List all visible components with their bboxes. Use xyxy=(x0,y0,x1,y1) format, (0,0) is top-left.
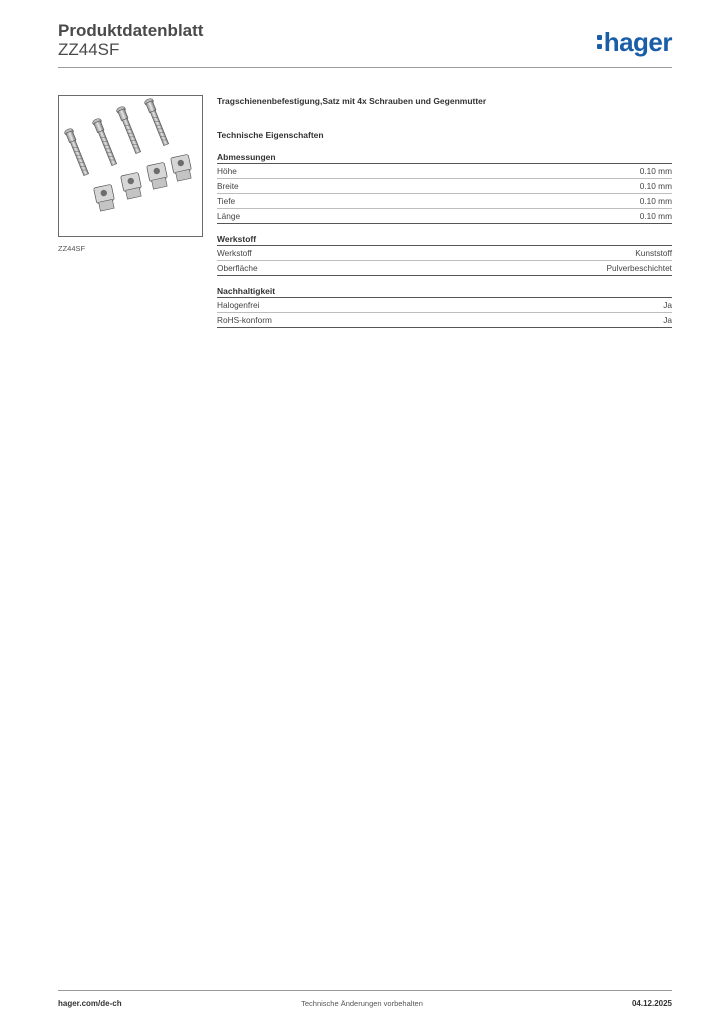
nut-icon xyxy=(94,154,194,211)
property-value: 0.10 mm xyxy=(639,196,672,206)
product-image xyxy=(58,95,203,237)
group-title: Werkstoff xyxy=(217,234,257,244)
group-title: Abmessungen xyxy=(217,152,276,162)
logo-text: hager xyxy=(603,27,672,57)
property-row xyxy=(217,194,672,209)
property-row xyxy=(217,298,672,313)
property-label: Werkstoff xyxy=(217,248,252,258)
group-sustainability xyxy=(217,286,672,328)
property-value: Pulverbeschichtet xyxy=(606,263,672,273)
group-material xyxy=(217,234,672,276)
footer-divider xyxy=(58,990,672,991)
property-row xyxy=(217,246,672,261)
footer-notice: Technische Änderungen vorbehalten xyxy=(301,999,423,1008)
property-label: Tiefe xyxy=(217,196,236,206)
property-row xyxy=(217,313,672,328)
section-heading: Technische Eigenschaften xyxy=(217,130,324,140)
hager-logo xyxy=(597,28,672,56)
footer-website-link[interactable]: hager.com/de-ch xyxy=(58,999,122,1008)
property-value: Ja xyxy=(663,300,672,310)
property-label: RoHS-konform xyxy=(217,315,272,325)
logo-dots-icon xyxy=(597,35,602,49)
property-value: 0.10 mm xyxy=(639,181,672,191)
footer-date: 04.12.2025 xyxy=(631,999,672,1008)
document-title: Produktdatenblatt xyxy=(58,21,204,40)
product-description: Tragschienenbefestigung,Satz mit 4x Schrauben und Gegenmutter xyxy=(217,96,487,106)
product-code: ZZ44SF xyxy=(58,40,120,59)
property-row xyxy=(217,179,672,194)
property-row xyxy=(217,209,672,224)
property-row xyxy=(217,261,672,276)
property-value: Ja xyxy=(663,315,672,325)
property-value: Kunststoff xyxy=(635,248,672,258)
page-header xyxy=(58,20,672,68)
group-title: Nachhaltigkeit xyxy=(217,286,276,296)
property-label: Höhe xyxy=(217,166,237,176)
property-label: Länge xyxy=(217,211,241,221)
image-caption: ZZ44SF xyxy=(58,244,86,253)
property-row xyxy=(217,164,672,179)
property-value: 0.10 mm xyxy=(639,166,672,176)
group-dimensions xyxy=(217,152,672,224)
property-label: Halogenfrei xyxy=(217,300,260,310)
property-label: Breite xyxy=(217,181,239,191)
property-label: Oberfläche xyxy=(217,263,258,273)
header-divider xyxy=(58,67,672,68)
product-details xyxy=(217,96,672,328)
property-value: 0.10 mm xyxy=(639,211,672,221)
screws-and-nuts-illustration xyxy=(59,96,202,236)
